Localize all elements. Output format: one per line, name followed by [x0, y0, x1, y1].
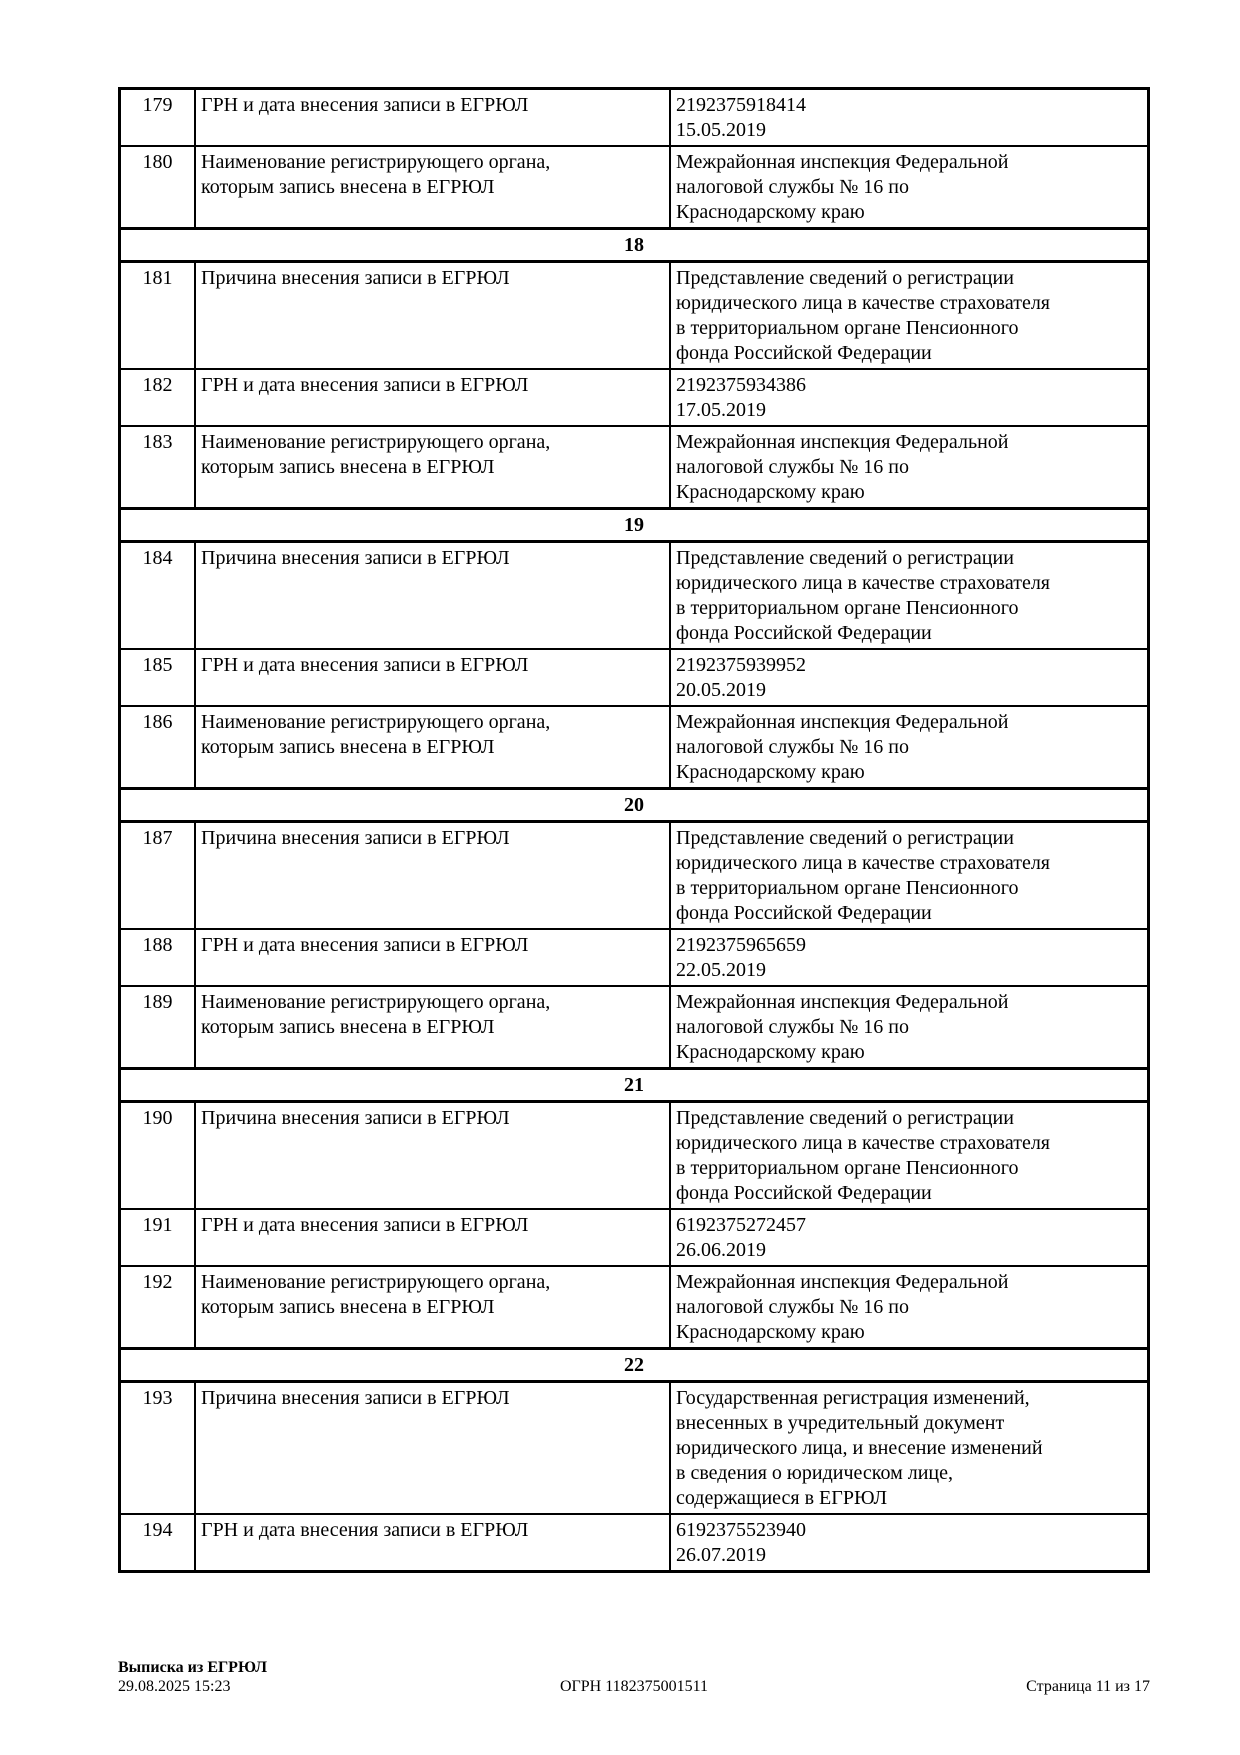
row-value-line: Межрайонная инспекция Федеральной: [676, 1271, 1009, 1293]
table-row-186: [121, 705, 1147, 787]
row-value-line: 22.05.2019: [676, 959, 766, 981]
row-value-line: в сведения о юридическом лице,: [676, 1462, 953, 1484]
row-label-line: ГРН и дата внесения записи в ЕГРЮЛ: [201, 934, 529, 956]
row-number: 194: [121, 1515, 196, 1570]
row-label-line: ГРН и дата внесения записи в ЕГРЮЛ: [201, 94, 529, 116]
row-value-line: 15.05.2019: [676, 119, 766, 141]
row-label: [196, 543, 671, 648]
footer-page-number: Страница 11 из 17: [1026, 1678, 1150, 1695]
row-value-line: 17.05.2019: [676, 399, 766, 421]
row-value-line: в территориальном органе Пенсионного: [676, 877, 1019, 899]
row-label-line: Причина внесения записи в ЕГРЮЛ: [201, 1107, 510, 1129]
row-value: [671, 1383, 1147, 1513]
row-number: 181: [121, 263, 196, 368]
row-value-line: юридического лица в качестве страхователя: [676, 1132, 1051, 1154]
row-number: 193: [121, 1383, 196, 1513]
table-row-180: [121, 145, 1147, 227]
row-value: [671, 707, 1147, 787]
table-row-189: [121, 985, 1147, 1067]
row-value-line: 6192375272457: [676, 1214, 806, 1236]
row-value: [671, 90, 1147, 145]
row-label-line: которым запись внесена в ЕГРЮЛ: [201, 176, 495, 198]
row-value-line: Краснодарскому краю: [676, 1321, 865, 1343]
row-label-line: Наименование регистрирующего органа,: [201, 711, 551, 733]
row-value-line: в территориальном органе Пенсионного: [676, 317, 1019, 339]
row-value-line: Представление сведений о регистрации: [676, 267, 1014, 289]
row-value-line: фонда Российской Федерации: [676, 1182, 932, 1204]
row-value-line: налоговой службы № 16 по: [676, 736, 909, 758]
row-label-line: Причина внесения записи в ЕГРЮЛ: [201, 267, 510, 289]
row-value-line: фонда Российской Федерации: [676, 622, 932, 644]
row-value-line: Краснодарскому краю: [676, 761, 865, 783]
row-label-line: Наименование регистрирующего органа,: [201, 1271, 551, 1293]
table-row-194: [121, 1513, 1147, 1570]
row-label: [196, 1103, 671, 1208]
row-value-line: 26.07.2019: [676, 1544, 766, 1566]
row-label: [196, 823, 671, 928]
row-value-line: Межрайонная инспекция Федеральной: [676, 151, 1009, 173]
footer-datetime: 29.08.2025 15:23: [118, 1678, 231, 1695]
row-value-line: фонда Российской Федерации: [676, 902, 932, 924]
row-value-line: налоговой службы № 16 по: [676, 456, 909, 478]
row-value-line: 20.05.2019: [676, 679, 766, 701]
row-label-line: ГРН и дата внесения записи в ЕГРЮЛ: [201, 374, 529, 396]
table-row-193: [121, 1383, 1147, 1513]
row-value-line: Представление сведений о регистрации: [676, 547, 1014, 569]
row-number: 188: [121, 930, 196, 985]
row-value-line: юридического лица в качестве страхователя: [676, 572, 1051, 594]
row-value-line: Межрайонная инспекция Федеральной: [676, 711, 1009, 733]
row-label-line: ГРН и дата внесения записи в ЕГРЮЛ: [201, 1214, 529, 1236]
row-label-line: Наименование регистрирующего органа,: [201, 431, 551, 453]
section-header-row-22: [121, 1347, 1147, 1383]
row-label: [196, 1210, 671, 1265]
row-label: [196, 1383, 671, 1513]
row-number: 189: [121, 987, 196, 1067]
row-value-line: Представление сведений о регистрации: [676, 1107, 1014, 1129]
row-number: 183: [121, 427, 196, 507]
row-number: 186: [121, 707, 196, 787]
row-number: 182: [121, 370, 196, 425]
section-header-row-21: [121, 1067, 1147, 1103]
row-label-line: Наименование регистрирующего органа,: [201, 151, 551, 173]
row-number: 185: [121, 650, 196, 705]
row-label: [196, 987, 671, 1067]
row-label-line: которым запись внесена в ЕГРЮЛ: [201, 456, 495, 478]
row-number: 190: [121, 1103, 196, 1208]
row-label: [196, 707, 671, 787]
row-value-line: налоговой службы № 16 по: [676, 176, 909, 198]
footer-ogrn: ОГРН 1182375001511: [559, 1678, 709, 1695]
row-value-line: 2192375918414: [676, 94, 806, 116]
table-row-179: [121, 90, 1147, 145]
row-value-line: Краснодарскому краю: [676, 1041, 865, 1063]
row-value-line: содержащиеся в ЕГРЮЛ: [676, 1487, 888, 1509]
row-label: [196, 930, 671, 985]
row-label: [196, 90, 671, 145]
section-number: 20: [624, 794, 644, 816]
row-value: [671, 427, 1147, 507]
row-value-line: Краснодарскому краю: [676, 481, 865, 503]
row-value: [671, 1267, 1147, 1347]
row-value-line: юридического лица, и внесение изменений: [676, 1437, 1043, 1459]
row-number: 192: [121, 1267, 196, 1347]
row-number: 179: [121, 90, 196, 145]
table-row-183: [121, 425, 1147, 507]
row-value-line: 2192375939952: [676, 654, 806, 676]
row-value: [671, 543, 1147, 648]
row-value-line: 2192375965659: [676, 934, 806, 956]
row-number: 180: [121, 147, 196, 227]
footer-doc-title: Выписка из ЕГРЮЛ: [118, 1659, 268, 1676]
row-value-line: 2192375934386: [676, 374, 806, 396]
row-number: 187: [121, 823, 196, 928]
row-label-line: ГРН и дата внесения записи в ЕГРЮЛ: [201, 1519, 529, 1541]
row-value: [671, 370, 1147, 425]
table-row-188: [121, 928, 1147, 985]
section-header-row-19: [121, 507, 1147, 543]
row-label-line: Причина внесения записи в ЕГРЮЛ: [201, 547, 510, 569]
row-value-line: фонда Российской Федерации: [676, 342, 932, 364]
row-number: 184: [121, 543, 196, 648]
table-row-191: [121, 1208, 1147, 1265]
row-value-line: в территориальном органе Пенсионного: [676, 597, 1019, 619]
row-value: [671, 930, 1147, 985]
section-number: 22: [624, 1354, 644, 1376]
row-value: [671, 823, 1147, 928]
row-label: [196, 1267, 671, 1347]
row-label-line: которым запись внесена в ЕГРЮЛ: [201, 736, 495, 758]
table-row-184: [121, 543, 1147, 648]
section-number: 21: [624, 1074, 644, 1096]
table-row-190: [121, 1103, 1147, 1208]
section-number: 19: [624, 514, 644, 536]
row-value-line: юридического лица в качестве страхователя: [676, 292, 1051, 314]
row-label-line: которым запись внесена в ЕГРЮЛ: [201, 1016, 495, 1038]
row-label-line: ГРН и дата внесения записи в ЕГРЮЛ: [201, 654, 529, 676]
row-value: [671, 650, 1147, 705]
row-value-line: юридического лица в качестве страхователя: [676, 852, 1051, 874]
row-value-line: 26.06.2019: [676, 1239, 766, 1261]
row-label-line: Наименование регистрирующего органа,: [201, 991, 551, 1013]
table-row-182: [121, 368, 1147, 425]
row-value-line: налоговой службы № 16 по: [676, 1016, 909, 1038]
section-header-row-18: [121, 227, 1147, 263]
section-header-row-20: [121, 787, 1147, 823]
row-value: [671, 1515, 1147, 1570]
egrul-records-table: [118, 87, 1150, 1573]
row-label: [196, 370, 671, 425]
row-label: [196, 1515, 671, 1570]
row-value-line: Краснодарскому краю: [676, 201, 865, 223]
row-value-line: внесенных в учредительный документ: [676, 1412, 1005, 1434]
row-label: [196, 650, 671, 705]
row-value-line: Межрайонная инспекция Федеральной: [676, 991, 1009, 1013]
row-value: [671, 1210, 1147, 1265]
row-value: [671, 147, 1147, 227]
row-value: [671, 263, 1147, 368]
table-row-181: [121, 263, 1147, 368]
row-label-line: которым запись внесена в ЕГРЮЛ: [201, 1296, 495, 1318]
row-value-line: Межрайонная инспекция Федеральной: [676, 431, 1009, 453]
row-value: [671, 987, 1147, 1067]
row-value-line: в территориальном органе Пенсионного: [676, 1157, 1019, 1179]
row-value: [671, 1103, 1147, 1208]
row-label: [196, 147, 671, 227]
row-value-line: Представление сведений о регистрации: [676, 827, 1014, 849]
section-number: 18: [624, 234, 644, 256]
row-value-line: Государственная регистрация изменений,: [676, 1387, 1030, 1409]
row-label: [196, 427, 671, 507]
row-label-line: Причина внесения записи в ЕГРЮЛ: [201, 827, 510, 849]
row-value-line: 6192375523940: [676, 1519, 806, 1541]
table-row-185: [121, 648, 1147, 705]
row-number: 191: [121, 1210, 196, 1265]
table-row-192: [121, 1265, 1147, 1347]
table-row-187: [121, 823, 1147, 928]
row-value-line: налоговой службы № 16 по: [676, 1296, 909, 1318]
row-label-line: Причина внесения записи в ЕГРЮЛ: [201, 1387, 510, 1409]
row-label: [196, 263, 671, 368]
